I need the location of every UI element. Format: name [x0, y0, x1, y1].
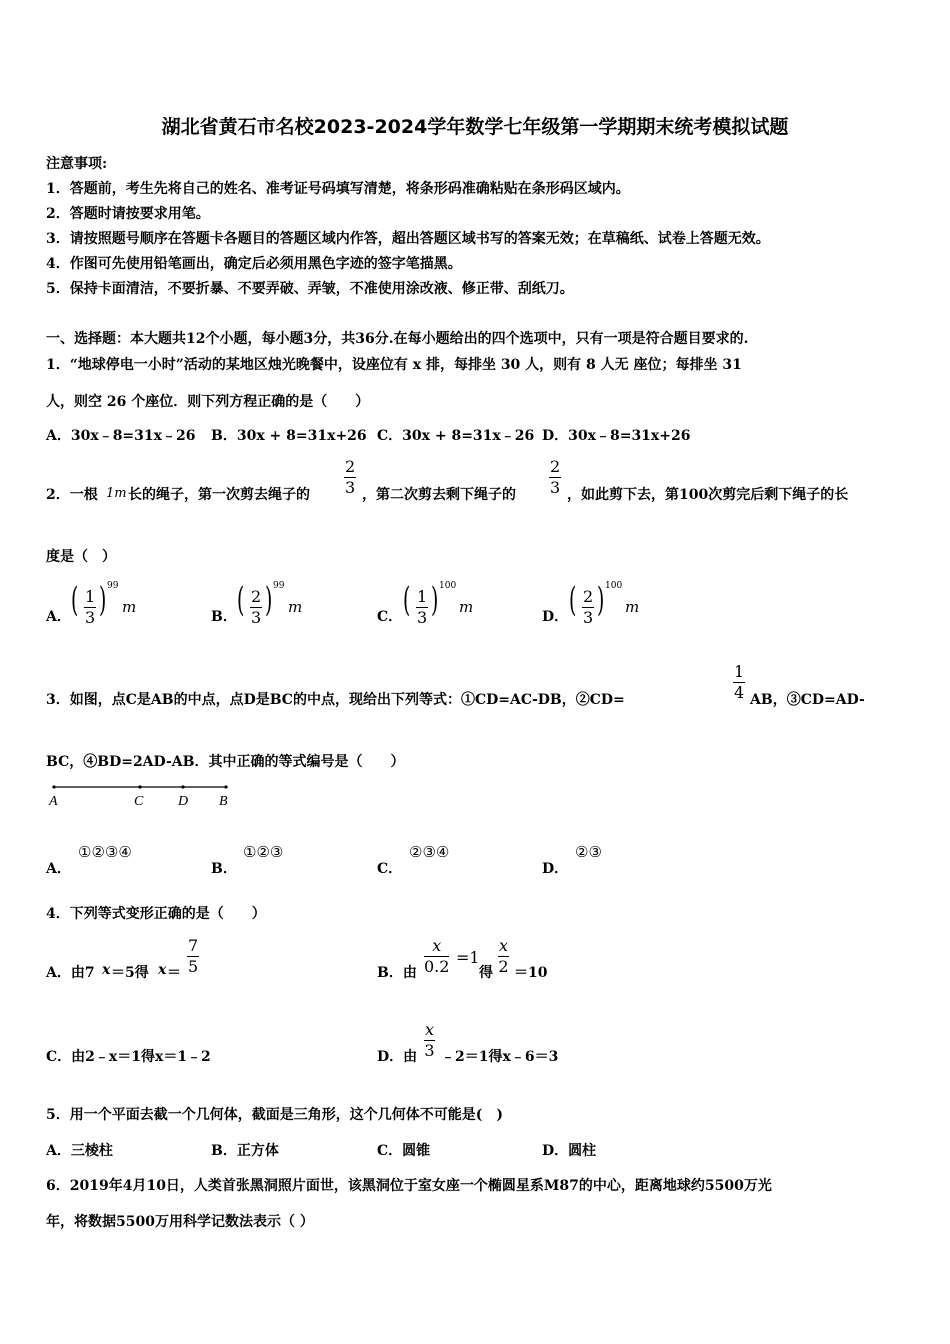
q2-fraction-first — [344, 459, 356, 496]
q4-option-b-part1: B．由 — [377, 965, 417, 981]
q4-option-a-part2: ＝5得 — [111, 965, 149, 981]
fraction-numerator: 1 — [734, 662, 745, 681]
label-d: D — [178, 794, 189, 809]
q4-option-c: C．由2﹣x＝1得x＝1﹣2 — [46, 1049, 211, 1065]
fraction-numerator: 7 — [188, 936, 199, 955]
q4-option-d-fraction — [424, 1022, 435, 1059]
question-5-stem: 5．用一个平面去截一个几何体，截面是三角形，这个几何体不可能是( ) — [46, 1107, 503, 1123]
option-fraction — [84, 589, 96, 626]
q3-option-b-label: B． — [211, 861, 237, 877]
question-4-stem: 4．下列等式变形正确的是（ ） — [46, 906, 266, 922]
q4-option-a-part1: A．由7 — [46, 965, 95, 981]
option-fraction — [582, 589, 594, 626]
fraction-denominator: 3 — [85, 608, 96, 627]
question-2-line2: 度是（ ） — [46, 549, 116, 565]
fraction-denominator: 3 — [417, 608, 428, 627]
page-title: 湖北省黄石市名校2023-2024学年数学七年级第一学期期末统考模拟试题 — [161, 116, 789, 138]
exponent: 99 — [107, 581, 119, 591]
q4-option-d-part1: D．由 — [377, 1049, 418, 1065]
fraction-numerator: 2 — [251, 587, 262, 606]
point-c — [138, 785, 141, 788]
fraction-numerator: 1 — [417, 587, 428, 606]
q4-option-b-fraction1 — [424, 938, 449, 975]
note-item: 1．答题前，考生先将自己的姓名、准考证号码填写清楚，将条形码准确粘贴在条形码区域内。 — [46, 181, 630, 197]
question-2-part1: 2．一根 — [46, 487, 98, 503]
fraction-denominator: 5 — [188, 957, 199, 976]
exponent: 100 — [439, 581, 457, 591]
question-2-part3: ，第二次剪去剩下绳子的 — [362, 487, 516, 503]
fraction-numerator: 2 — [583, 587, 594, 606]
label-a: A — [49, 794, 58, 809]
q3-fraction — [733, 664, 745, 701]
q4-option-b-fraction2 — [498, 938, 509, 975]
right-paren: ) — [264, 580, 273, 620]
q3-option-a-value: ①②③④ — [78, 843, 132, 861]
q3-option-c-value: ②③④ — [409, 843, 450, 861]
question-3-part1: 3．如图，点C是AB的中点，点D是BC的中点，现给出下列等式：①CD=AC-DB，②CD= — [46, 692, 625, 708]
question-1-line1: 1．“地球停电一小时”活动的某地区烛光晚餐中，设座位有 x 排，每排坐 30 人，则有 8 人无 座位；每排坐 31 — [46, 357, 742, 373]
fraction-denominator: 3 — [583, 608, 594, 627]
option-fraction — [416, 589, 428, 626]
fraction-denominator: 3 — [251, 608, 262, 627]
q1-option-b: B．30x + 8=31x+26 — [211, 428, 367, 444]
fraction-numerator: 2 — [345, 457, 356, 476]
note-item: 4．作图可先使用铅笔画出，确定后必须用黑色字迹的签字笔描黑。 — [46, 256, 462, 272]
note-item: 3．请按照题号顺序在答题卡各题目的答题区域内作答，超出答题区域书写的答案无效；在草稿纸、试卷上答题无效。 — [46, 231, 770, 247]
q1-option-d: D．30x﹣8=31x+26 — [542, 428, 691, 444]
option-fraction — [250, 589, 262, 626]
question-3-line2: BC，④BD=2AD-AB．其中正确的等式编号是（ ） — [46, 754, 405, 770]
unit: m — [288, 598, 303, 616]
q1-option-a: A．30x﹣8=31x﹣26 — [46, 428, 196, 444]
q5-option-d: D．圆柱 — [542, 1143, 597, 1159]
exponent: 100 — [605, 581, 623, 591]
unit: m — [122, 598, 137, 616]
q4-option-d-part2: ﹣2＝1得x﹣6＝3 — [441, 1049, 559, 1065]
fraction-denominator: 4 — [734, 683, 745, 702]
q4-option-a-fraction — [187, 938, 199, 975]
q3-option-b-value: ①②③ — [243, 843, 284, 861]
question-6-line2: 年，将数据5500万用科学记数法表示（ ） — [46, 1214, 314, 1230]
fraction-denominator: 2 — [498, 957, 509, 976]
point-d — [181, 785, 184, 788]
label-c: C — [134, 794, 144, 809]
left-paren: ( — [568, 580, 577, 620]
question-3-part2: AB，③CD=AD- — [750, 692, 865, 708]
unit: m — [625, 598, 640, 616]
note-item: 5．保持卡面清洁，不要折暴、不要弄破、弄皱，不准使用涂改液、修正带、刮纸刀。 — [46, 281, 574, 297]
fraction-numerator: 2 — [550, 457, 561, 476]
question-6-line1: 6．2019年4月10日，人类首张黑洞照片面世，该黑洞位于室女座一个椭圆星系M87的中心，距离地球约5500万光 — [46, 1178, 772, 1194]
exponent: 99 — [273, 581, 285, 591]
q4-option-b-part3: ＝10 — [514, 965, 548, 981]
left-paren: ( — [236, 580, 245, 620]
question-2-part2: 长的绳子，第一次剪去绳子的 — [128, 487, 310, 503]
q5-option-c: C．圆锥 — [377, 1143, 431, 1159]
fraction-numerator: x — [432, 936, 442, 955]
right-paren: ) — [596, 580, 605, 620]
q2-fraction-second — [549, 459, 561, 496]
notes-heading: 注意事项: — [46, 156, 108, 172]
fraction-numerator: x — [499, 936, 509, 955]
fraction-numerator: 1 — [85, 587, 96, 606]
q4-option-a-var: x — [102, 962, 111, 978]
option-label: A． — [46, 609, 71, 625]
fraction-denominator: 3 — [424, 1041, 435, 1060]
q1-option-c: C．30x + 8=31x﹣26 — [377, 428, 535, 444]
q5-option-a: A．三棱柱 — [46, 1143, 113, 1159]
point-a — [52, 785, 55, 788]
q5-option-b: B．正方体 — [211, 1143, 279, 1159]
fraction-numerator: x — [425, 1020, 435, 1039]
q3-option-a-label: A． — [46, 861, 71, 877]
option-label: B． — [211, 609, 237, 625]
fraction-denominator: 0.2 — [424, 957, 450, 976]
question-1-line2: 人，则空 26 个座位．则下列方程正确的是（ ） — [46, 394, 370, 410]
q4-option-a-part3: ＝ — [167, 965, 181, 981]
section-heading: 一、选择题：本大题共12个小题，每小题3分，共36分.在每小题给出的四个选项中，只有一项是符合题目要求的. — [46, 331, 749, 347]
q4-option-b-part2: 得 — [479, 965, 493, 981]
note-item: 2．答题时请按要求用笔。 — [46, 206, 210, 222]
question-2-part4: ，如此剪下去，第100次剪完后剩下绳子的长 — [567, 487, 849, 503]
point-b — [224, 785, 227, 788]
line-segment-figure — [46, 782, 246, 812]
q4-option-a-var2: x — [158, 962, 167, 978]
right-paren: ) — [98, 580, 107, 620]
q2-unit: 1m — [106, 486, 127, 501]
q3-option-c-label: C． — [377, 861, 403, 877]
q4-option-b-eq: =1 — [456, 948, 480, 967]
option-label: C． — [377, 609, 403, 625]
unit: m — [459, 598, 474, 616]
q3-option-d-value: ②③ — [575, 843, 602, 861]
option-label: D． — [542, 609, 569, 625]
left-paren: ( — [70, 580, 79, 620]
q3-option-d-label: D． — [542, 861, 569, 877]
label-b: B — [219, 794, 228, 809]
right-paren: ) — [430, 580, 439, 620]
fraction-denominator: 3 — [550, 478, 561, 497]
left-paren: ( — [402, 580, 411, 620]
fraction-denominator: 3 — [345, 478, 356, 497]
